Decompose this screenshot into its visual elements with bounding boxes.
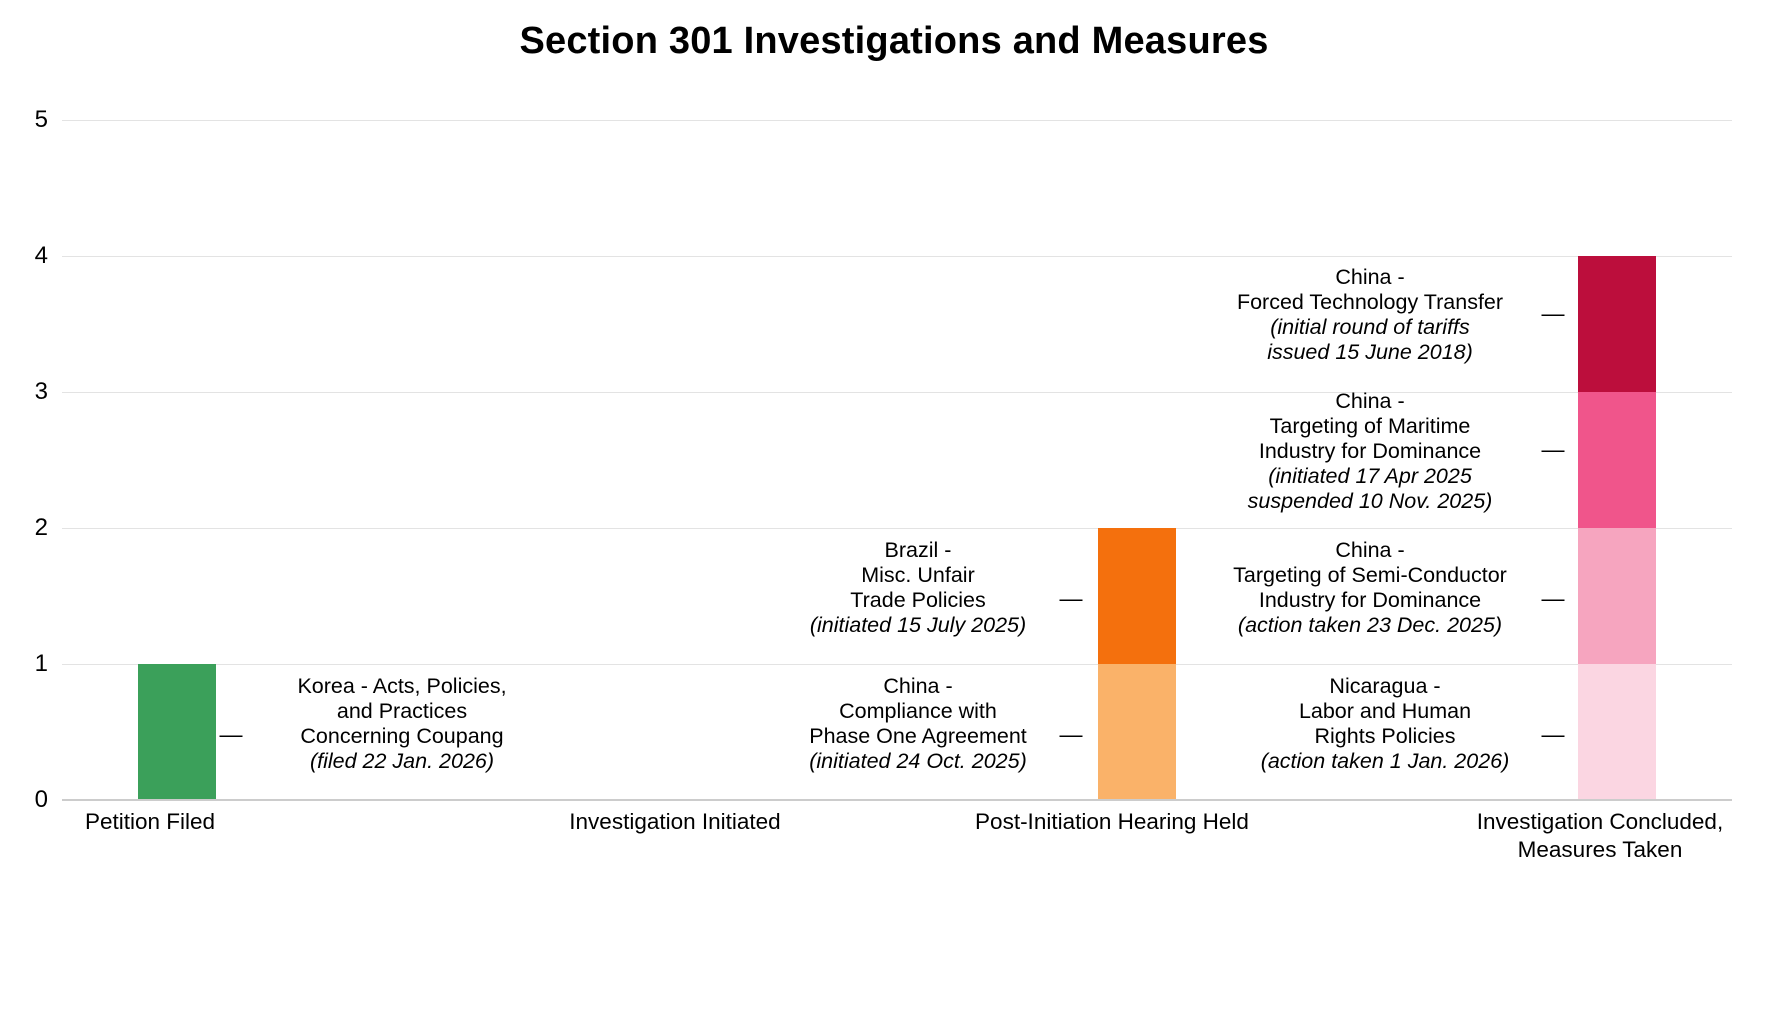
bar-segment-korea-coupang[interactable] (138, 664, 216, 799)
gridline-4 (62, 256, 1732, 257)
chart-title: Section 301 Investigations and Measures (519, 20, 1269, 62)
connector-dash-nicaragua: — (1541, 721, 1565, 747)
segment-title-line2: Targeting of Maritime (1269, 414, 1471, 438)
segment-title-line1: Nicaragua - (1329, 674, 1441, 698)
y-tick-2: 2 (34, 514, 48, 541)
segment-note: (initial round of tariffs (1270, 315, 1470, 339)
connector-dash-china-semiconductor: — (1541, 585, 1565, 611)
x-tick-line2: Measures Taken (1517, 837, 1683, 862)
segment-note: (action taken 1 Jan. 2026) (1260, 749, 1510, 773)
connector-dash-china-forced-tech: — (1541, 300, 1565, 326)
bar-segment-china-phase-one[interactable] (1098, 664, 1176, 799)
segment-title-line2: Forced Technology Transfer (1236, 290, 1504, 314)
y-tick-3: 3 (34, 378, 48, 405)
bar-segment-china-semiconductor[interactable] (1578, 528, 1656, 664)
gridline-1 (62, 664, 1732, 665)
segment-note: (filed 22 Jan. 2026) (309, 749, 495, 773)
y-tick-4: 4 (34, 242, 48, 269)
segment-title-line1: China - (883, 674, 953, 698)
segment-title-line3: Phase One Agreement (809, 724, 1027, 748)
x-tick-post-initiation-hearing: Post-Initiation Hearing Held (975, 809, 1249, 834)
gridline-5 (62, 120, 1732, 121)
x-tick-investigation-concluded (1445, 808, 1755, 864)
segment-title-line1: Brazil - (884, 538, 952, 562)
bar-segment-china-maritime[interactable] (1578, 392, 1656, 528)
segment-label-korea-coupang (252, 674, 552, 774)
segment-label-brazil-unfair-trade (788, 538, 1048, 638)
segment-note-2: issued 15 June 2018) (1267, 340, 1473, 364)
segment-title-line1: Korea - Acts, Policies, (297, 674, 507, 698)
x-tick-petition-filed: Petition Filed (84, 809, 216, 834)
gridline-2 (62, 528, 1732, 529)
segment-label-china-forced-tech-transfer (1210, 265, 1530, 365)
connector-dash-china-maritime: — (1541, 436, 1565, 462)
segment-label-china-semiconductor (1210, 538, 1530, 638)
segment-title-line3: Concerning Coupang (300, 724, 504, 748)
segment-title-line1: China - (1335, 389, 1405, 413)
segment-title-line3: Industry for Dominance (1258, 588, 1482, 612)
segment-title-line1: China - (1335, 265, 1405, 289)
bar-segment-nicaragua-labor[interactable] (1578, 664, 1656, 799)
x-tick-line1: Investigation Concluded, (1476, 809, 1724, 834)
segment-title-line2: Targeting of Semi-Conductor (1233, 563, 1507, 587)
bar-segment-china-forced-tech-transfer[interactable] (1578, 256, 1656, 392)
segment-note: (initiated 24 Oct. 2025) (809, 749, 1027, 773)
segment-label-china-phase-one (788, 674, 1048, 774)
segment-note: (action taken 23 Dec. 2025) (1237, 613, 1503, 637)
segment-title-line3: Trade Policies (850, 588, 986, 612)
segment-title-line2: Compliance with (839, 699, 997, 723)
segment-label-nicaragua-labor (1240, 674, 1530, 774)
y-tick-0: 0 (34, 786, 48, 813)
y-tick-5: 5 (34, 106, 48, 133)
segment-note: (initiated 17 Apr 2025 (1268, 464, 1472, 488)
connector-dash-brazil: — (1059, 585, 1083, 611)
connector-dash-china-phase-one: — (1059, 721, 1083, 747)
segment-title-line3: Industry for Dominance (1258, 439, 1482, 463)
segment-title-line3: Rights Policies (1314, 724, 1456, 748)
x-axis-line (62, 799, 1732, 801)
plot-area (62, 120, 1732, 800)
x-tick-investigation-initiated: Investigation Initiated (569, 809, 781, 834)
y-tick-1: 1 (34, 650, 48, 677)
segment-note-2: suspended 10 Nov. 2025) (1247, 489, 1493, 513)
segment-label-china-maritime (1210, 389, 1530, 514)
segment-note: (initiated 15 July 2025) (809, 613, 1027, 637)
connector-dash-korea: — (219, 721, 243, 747)
segment-title-line1: China - (1335, 538, 1405, 562)
segment-title-line2: and Practices (336, 699, 468, 723)
segment-title-line2: Misc. Unfair (861, 563, 975, 587)
bar-segment-brazil-unfair-trade[interactable] (1098, 528, 1176, 664)
segment-title-line2: Labor and Human (1298, 699, 1472, 723)
